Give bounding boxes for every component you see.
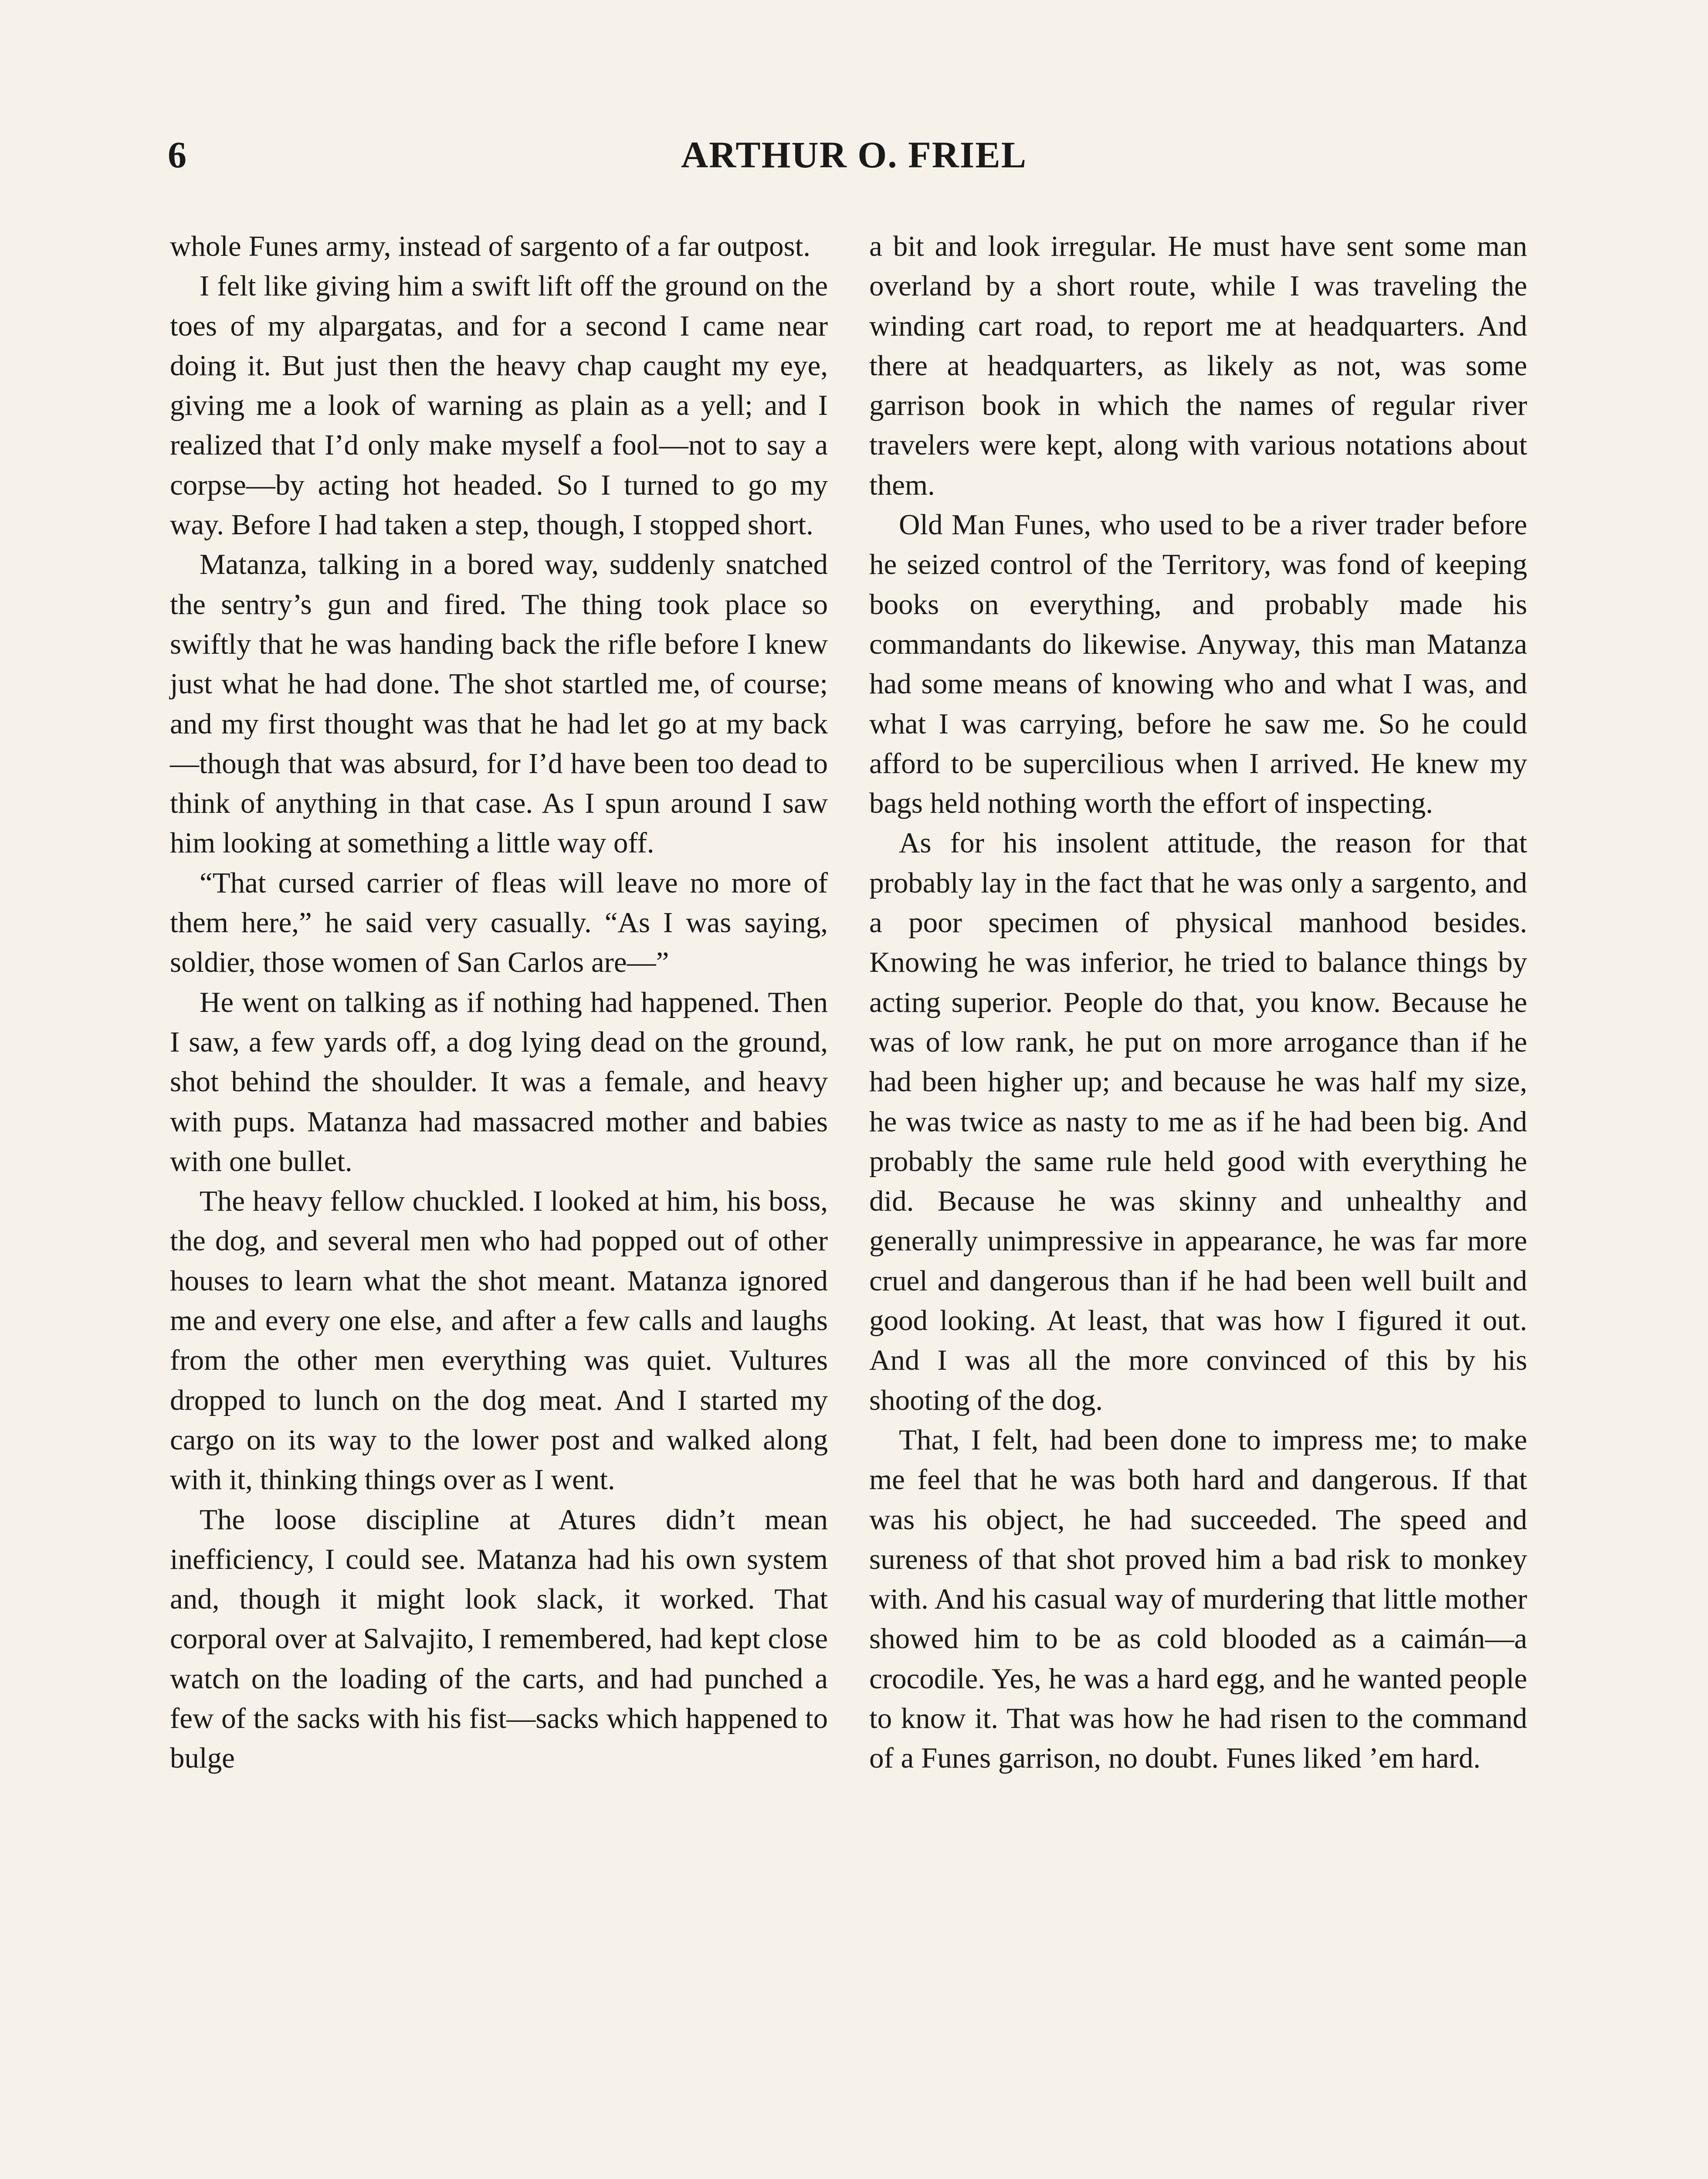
page-number: 6 bbox=[168, 134, 186, 176]
paragraph: That, I felt, had been done to impress me; to make me feel that he was both hard and dangerous. If that was his object, he had succeeded. The speed and sureness of that shot proved him a bad risk to monkey with. And his casual way of murdering that little mother showed him to be as cold blooded as a caimán—a crocodile. Yes, he was a hard egg, and he wanted people to know it. That was how he had risen to the command of a Funes garrison, no doubt. Funes liked ’em hard. bbox=[869, 1423, 1527, 1775]
paragraph: The heavy fellow chuckled. I looked at him, his boss, the dog, and several men who had popped out of other houses to learn what the shot meant. Matanza ignored me and every one else, and after a few calls and laughs from the other men everything was quiet. Vultures dropped to lunch on the dog meat. And I started my cargo on its way to the lower post and walked along with it, thinking things over as I went. bbox=[170, 1185, 828, 1496]
paragraph: “That cursed carrier of fleas will leave no more of them here,” he said very casually. “As I was saying, soldier, those women of San Carlos are—” bbox=[170, 866, 828, 979]
paragraph: Matanza, talking in a bored way, suddenly snatched the sentry’s gun and fired. The thing took place so swiftly that he was handing back the rifle before I knew just what he had done. The shot startled me, of course; and my first thought was that he had let go at my back—though that was absurd, for I’d have been too dead to think of anything in that case. As I spun around I saw him looking at something a little way off. bbox=[170, 548, 828, 859]
paragraph: Old Man Funes, who used to be a river trader before he seized control of the Territory, was fond of keeping books on everything, and probably made his commandants do likewise. Anyway, this man Matanza had some means of knowing who and what I was, and what I was carrying, before he saw me. So he could afford to be supercilious when I arrived. He knew my bags held nothing worth the effort of inspecting. bbox=[869, 509, 1527, 820]
running-head-author: ARTHUR O. FRIEL bbox=[681, 134, 1027, 176]
paragraph: I felt like giving him a swift lift off the ground on the toes of my alpargatas, and for a second I came near doing it. But just then the heavy chap caught my eye, giving me a look of warning as plain as a yell; and I realized that I’d only make myself a fool—not to say a corpse—by acting hot headed. So I turned to go my way. Before I had taken a step, though, I stopped short. bbox=[170, 270, 828, 541]
right-column bbox=[869, 227, 1527, 1778]
paragraph: The loose discipline at Atures didn’t mean inefficiency, I could see. Matanza had his own system and, though it might look slack, it worked. That corporal over at Salvajito, I remembered, had kept close watch on the loading of the carts, and had punched a few of the sacks with his fist—sacks which happened to bulge bbox=[170, 1503, 828, 1775]
left-column bbox=[170, 227, 828, 1778]
paragraph: As for his insolent attitude, the reason for that probably lay in the fact that he was only a sargento, and a poor specimen of physical manhood besides. Knowing he was inferior, he tried to balance things by acting superior. People do that, you know. Because he was of low rank, he put on more arrogance than if he had been higher up; and because he was half my size, he was twice as nasty to me as if he had been big. And probably the same rule held good with everything he did. Because he was skinny and unhealthy and generally unimpressive in appearance, he was far more cruel and dangerous than if he had been well built and good looking. At least, that was how I figured it out. And I was all the more convinced of this by his shooting of the dog. bbox=[869, 827, 1527, 1416]
paragraph: whole Funes army, instead of sargento of a far outpost. bbox=[170, 230, 810, 262]
paragraph: a bit and look irregular. He must have sent some man overland by a short route, while I was traveling the winding cart road, to report me at headquarters. And there at headquarters, as likely as not, was some garrison book in which the names of regular river travelers were kept, along with various notations about them. bbox=[869, 230, 1527, 501]
paragraph: He went on talking as if nothing had happened. Then I saw, a few yards off, a dog lying dead on the ground, shot behind the shoulder. It was a female, and heavy with pups. Matanza had massacred mother and babies with one bullet. bbox=[170, 986, 828, 1178]
